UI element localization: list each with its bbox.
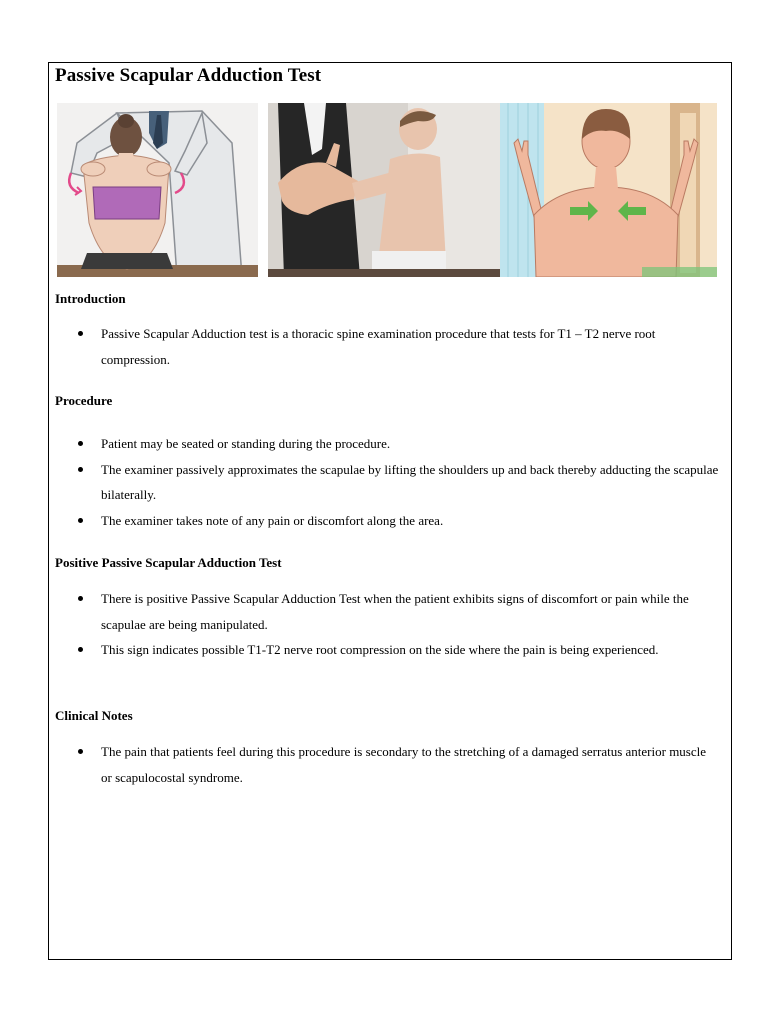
procedure-list	[49, 431, 719, 533]
document-page	[48, 62, 732, 960]
list-item: Passive Scapular Adduction test is a thoracic spine examination procedure that tests for T1 – T2 nerve root compression.	[49, 321, 719, 372]
bullet-icon	[78, 331, 83, 336]
list-item: The pain that patients feel during this procedure is secondary to the stretching of a damaged serratus anterior muscle or scapulocostal syndrome.	[49, 739, 719, 790]
positive-test-heading: Positive Passive Scapular Adduction Test	[55, 555, 282, 570]
list-item: Patient may be seated or standing during the procedure.	[49, 431, 719, 457]
figure-row	[49, 103, 733, 278]
bullet-icon	[78, 467, 83, 472]
positive-test-list	[49, 586, 719, 663]
introduction-heading: Introduction	[55, 291, 126, 306]
bullet-icon	[78, 441, 83, 446]
bullet-icon	[78, 749, 83, 754]
bullet-icon	[78, 596, 83, 601]
bullet-icon	[78, 518, 83, 523]
list-item: This sign indicates possible T1-T2 nerve root compression on the side where the pain is being experienced.	[49, 637, 719, 663]
introduction-list	[49, 321, 719, 372]
list-item: There is positive Passive Scapular Adduction Test when the patient exhibits signs of discomfort or pain while the scapulae are being manipulated.	[49, 586, 719, 637]
bullet-icon	[78, 647, 83, 652]
clinical-notes-list	[49, 739, 719, 790]
procedure-heading: Procedure	[55, 393, 113, 408]
clinical-notes-heading: Clinical Notes	[55, 708, 133, 723]
examiner-behind-seated-patient-illustration	[57, 103, 258, 277]
list-item: The examiner takes note of any pain or discomfort along the area.	[49, 508, 719, 534]
examiner-lifting-patient-arm-photo	[268, 103, 500, 277]
list-item: The examiner passively approximates the scapulae by lifting the shoulders up and back thereby adducting the scapulae bilaterally.	[49, 457, 719, 508]
document-title: Passive Scapular Adduction Test	[55, 65, 322, 86]
back-with-converging-arrows-illustration	[500, 103, 717, 277]
